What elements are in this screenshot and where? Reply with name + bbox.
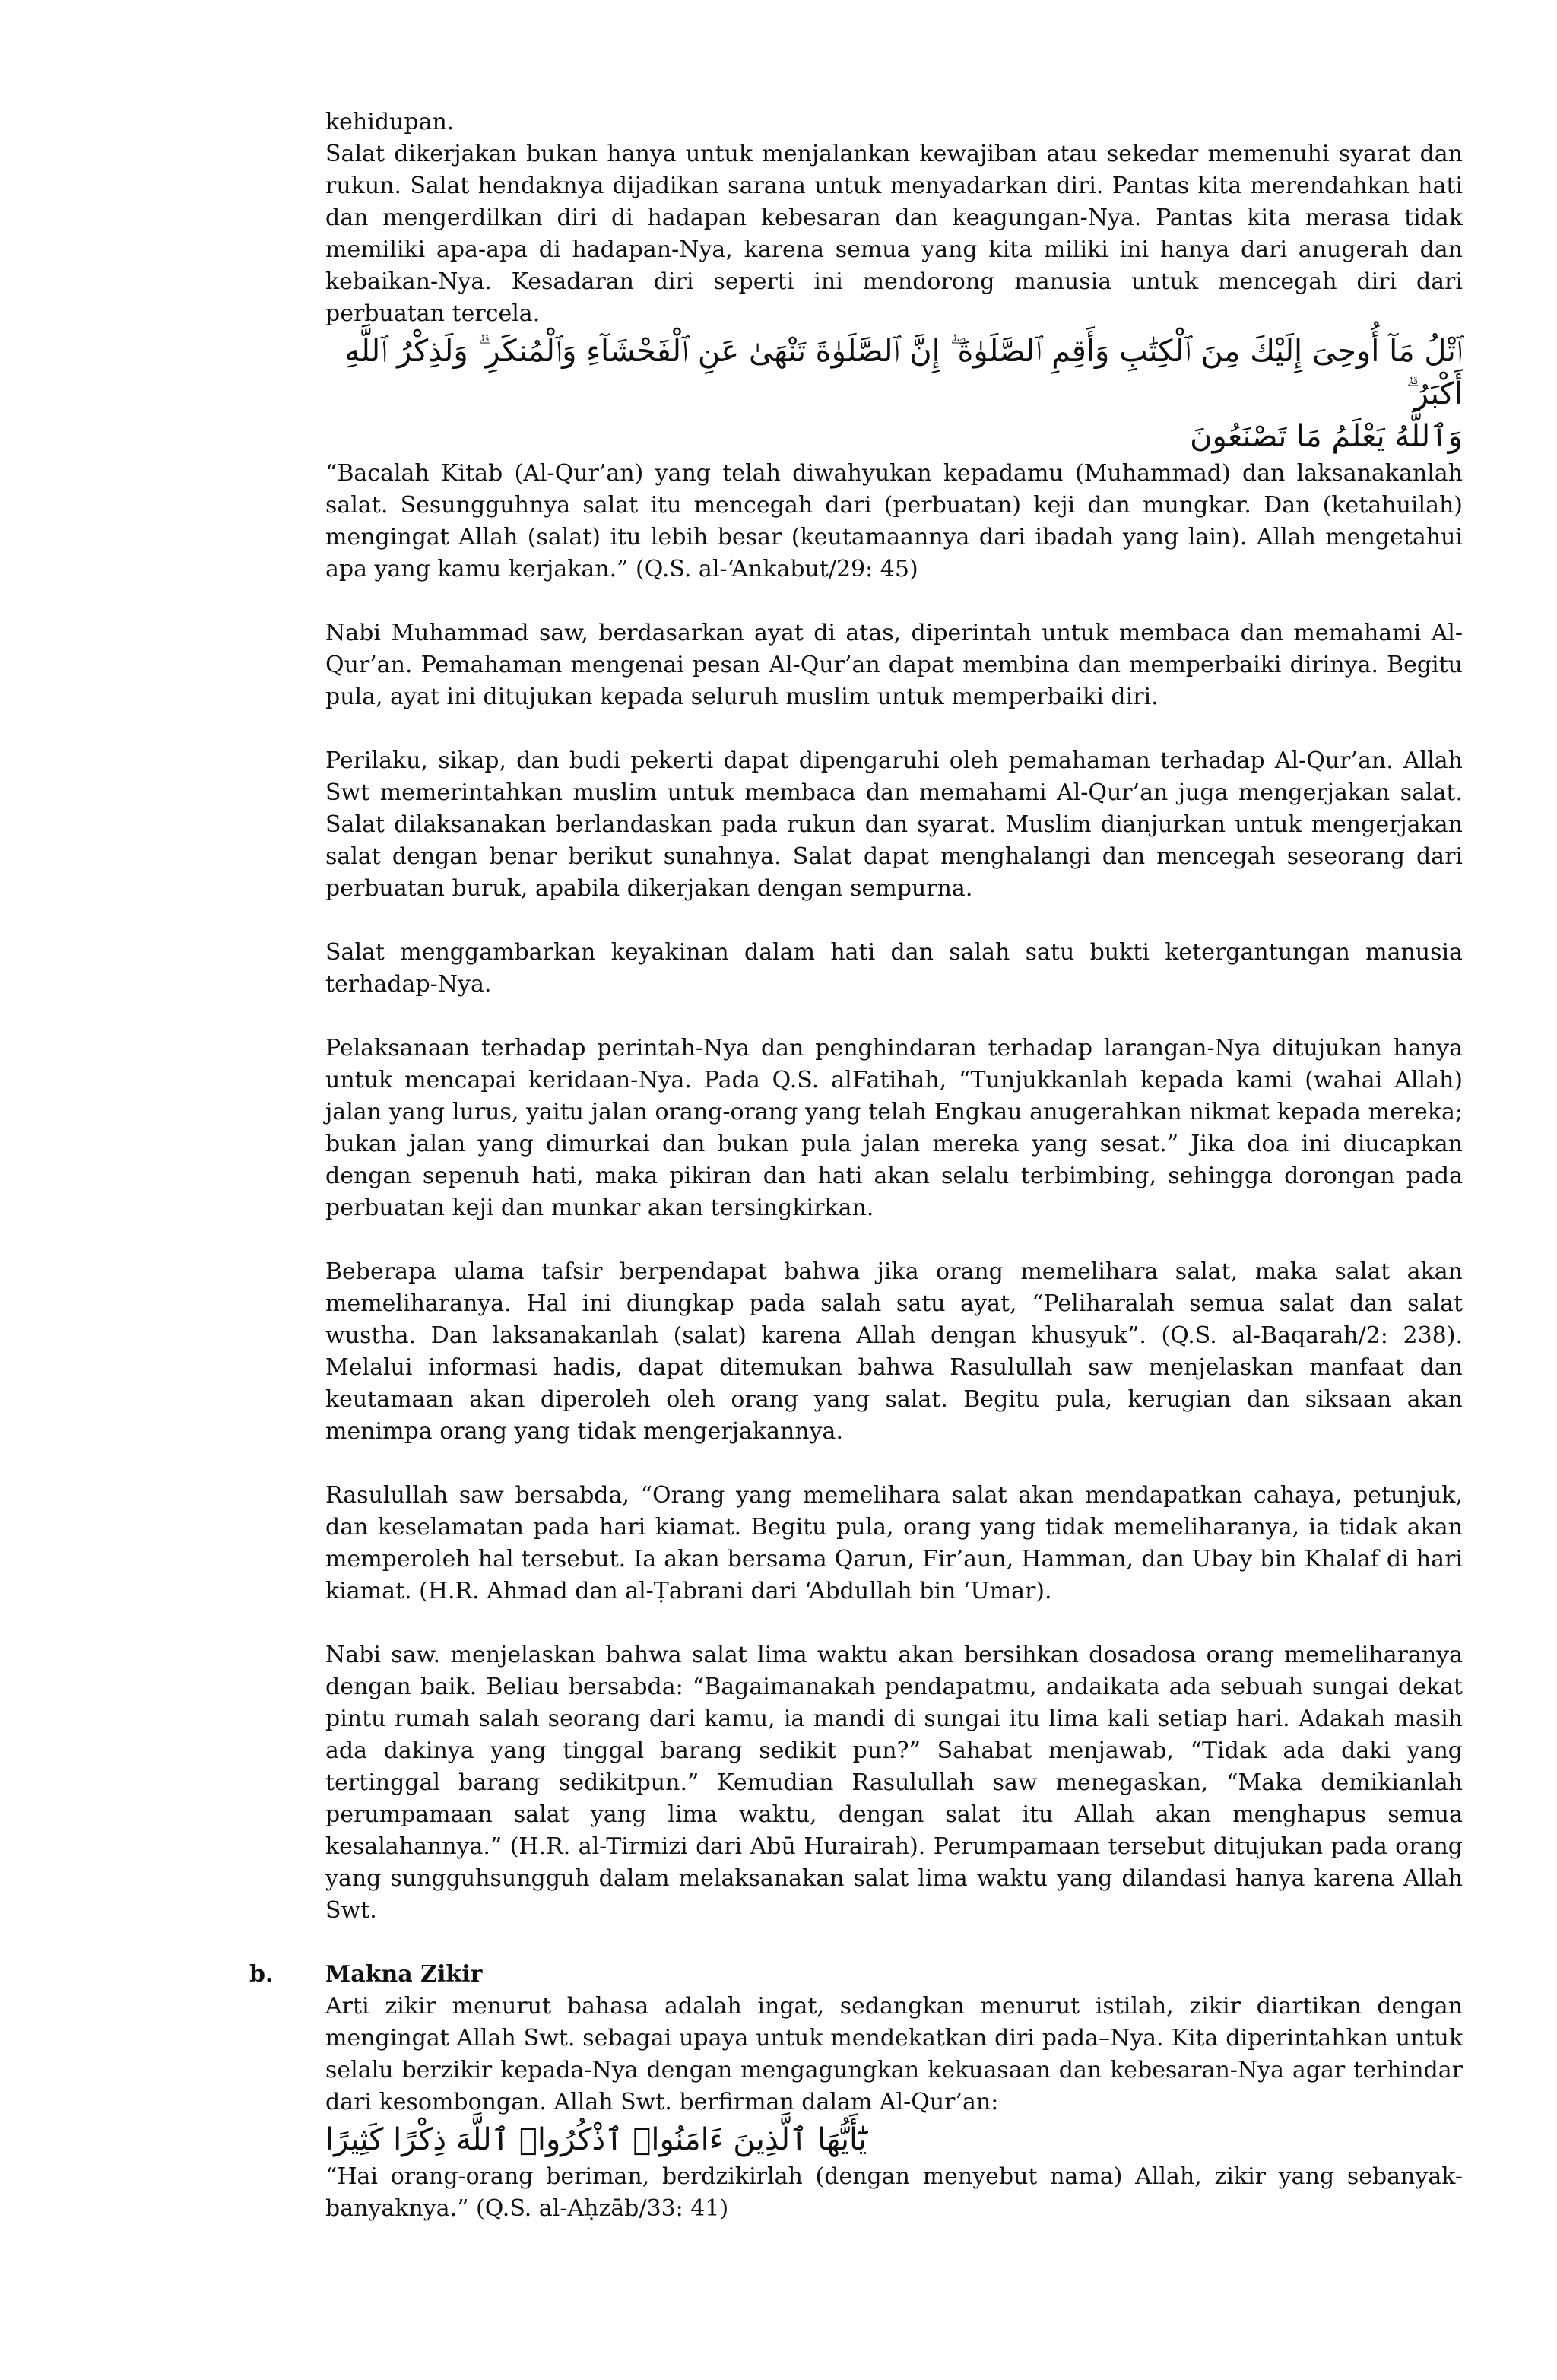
- paragraph-ulama-tafsir: Beberapa ulama tafsir berpendapat bahwa jika orang memelihara salat, maka salat akan memeliharanya. Hal ini diungkap pada salah satu ayat, “Peliharalah semua salat dan salat wustha. Dan laksanakanlah (salat) karena Allah dengan khusyuk”. (Q.S. al-Baqarah/2: 238). Melalui informasi hadis, dapat ditemukan bahwa Rasulullah saw menjelaskan manfaat dan keutamaan akan diperoleh oleh orang yang salat. Begitu pula, kerugian dan siksaan akan menimpa orang yang tidak mengerjakannya.: [325, 1258, 1463, 1445]
- section-letter: b.: [249, 1961, 274, 1988]
- paragraph-pelaksanaan: Pelaksanaan terhadap perintah-Nya dan penghindaran terhadap larangan-Nya ditujukan hanya untuk mencapai keridaan-Nya. Pada Q.S. alFatihah, “Tunjukkanlah kepada kami (wahai Allah) jalan yang lurus, yaitu jalan orang-orang yang telah Engkau anugerahkan nikmat kepada mereka; bukan jalan yang dimurkai dan bukan pula jalan mereka yang sesat.” Jika doa ini diucapkan dengan sepenuh hati, maka pikiran dan hati akan selalu terbimbing, sehingga dorongan pada perbuatan keji dan munkar akan tersingkirkan.: [325, 1035, 1463, 1221]
- paragraph-intro-end: kehidupan.: [325, 109, 455, 135]
- section-makna-zikir: [249, 1959, 1463, 2225]
- document-body: [249, 106, 1463, 2225]
- paragraph-salat-lima-waktu: Nabi saw. menjelaskan bahwa salat lima waktu akan bersihkan dosadosa orang memeliharanya dengan baik. Beliau bersabda: “Bagaimanakah pendapatmu, andaikata ada sebuah sungai dekat pintu rumah salah seorang dari kamu, ia mandi di sungai itu lima kali setiap hari. Adakah masih ada dakinya yang tinggal barang sedikit pun?” Sahabat menjawab, “Tidak ada daki yang tertinggal barang sedikitpun.” Kemudian Rasulullah saw menegaskan, “Maka demikianlah perumpamaan salat yang lima waktu, dengan salat itu Allah akan menghapus semua kesalahannya.” (H.R. al-Tirmizi dari Abū Hurairah). Perumpamaan tersebut ditujukan pada orang yang sungguhsungguh dalam melaksanakan salat lima waktu yang dilandasi hanya karena Allah Swt.: [325, 1642, 1463, 1924]
- paragraph-zikir-definition: Arti zikir menurut bahasa adalah ingat, sedangkan menurut istilah, zikir diartikan dengan mengingat Allah Swt. sebagai upaya untuk mendekatkan diri pada–Nya. Kita diperintahkan untuk selalu berzikir kepada-Nya dengan mengagungkan kekuasaan dan kebesaran-Nya agar terhindar dari kesombongan. Allah Swt. berfirman dalam Al-Qur’an:: [325, 1993, 1463, 2115]
- verse-ahzab-arabic: يَٰٓأَيُّهَا ٱلَّذِينَ ءَامَنُوا۟ ٱذْكُرُوا۟ ٱللَّهَ ذِكْرًا كَثِيرًا: [325, 2122, 867, 2157]
- paragraph-salat-sarana: Salat dikerjakan bukan hanya untuk menjalankan kewajiban atau sekedar memenuhi syarat dan rukun. Salat hendaknya dijadikan sarana untuk menyadarkan diri. Pantas kita merendahkan hati dan mengerdilkan diri di hadapan kebesaran dan keagungan-Nya. Pantas kita merasa tidak memiliki apa-apa di hadapan-Nya, karena semua yang kita miliki ini hanya dari anugerah dan kebaikan-Nya. Kesadaran diri seperti ini mendorong manusia untuk mencegah diri dari perbuatan tercela.: [325, 141, 1463, 327]
- verse-ahzab-translation: “Hai orang-orang beriman, berdzikirlah (dengan menyebut nama) Allah, zikir yang sebanyak-banyaknya.” (Q.S. al-Aḥzāb/33: 41): [325, 2163, 1463, 2222]
- section-heading: [249, 1959, 1463, 1991]
- paragraph-keyakinan: Salat menggambarkan keyakinan dalam hati dan salah satu bukti ketergantungan manusia terhadap-Nya.: [325, 939, 1463, 998]
- verse-ankabut-translation: “Bacalah Kitab (Al-Qur’an) yang telah diwahyukan kepadamu (Muhammad) dan laksanakanlah salat. Sesungguhnya salat itu mencegah dari (perbuatan) keji dan mungkar. Dan (ketahuilah) mengingat Allah (salat) itu lebih besar (keutamaannya dari ibadah yang lain). Allah mengetahui apa yang kamu kerjakan.” (Q.S. al-‘Ankabut/29: 45): [325, 460, 1463, 582]
- verse-ankabut-arabic-line-1: ٱتْلُ مَآ أُوحِىَ إِلَيْكَ مِنَ ٱلْكِتَٰبِ وَأَقِمِ ٱلصَّلَوٰةَ ۖ إِنَّ ٱلصَّلَوٰةَ تَنْهَىٰ عَنِ ٱلْفَحْشَآءِ وَٱلْمُنكَرِ ۗ وَلَذِكْرُ ٱللَّهِ أَكْبَرُ ۗ: [344, 334, 1463, 411]
- paragraph-nabi-membaca: Nabi Muhammad saw, berdasarkan ayat di atas, diperintah untuk membaca dan memahami Al-Qur’an. Pemahaman mengenai pesan Al-Qur’an dapat membina dan memperbaiki dirinya. Begitu pula, ayat ini ditujukan kepada seluruh muslim untuk memperbaiki diri.: [325, 620, 1463, 710]
- section-content: [325, 1991, 1463, 2225]
- paragraph-rasulullah-bersabda: Rasulullah saw bersabda, “Orang yang memelihara salat akan mendapatkan cahaya, petunjuk, dan keselamatan pada hari kiamat. Begitu pula, orang yang tidak memeliharanya, ia tidak akan memperoleh hal tersebut. Ia akan bersama Qarun, Fir’aun, Hamman, dan Ubay bin Khalaf di hari kiamat. (H.R. Ahmad dan al-Ṭabrani dari ‘Abdullah bin ‘Umar).: [325, 1482, 1463, 1604]
- paragraph-perilaku: Perilaku, sikap, dan budi pekerti dapat dipengaruhi oleh pemahaman terhadap Al-Qur’an. Allah Swt memerintahkan muslim untuk membaca dan memahami Al-Qur’an juga mengerjakan salat. Salat dilaksanakan berlandaskan pada rukun dan syarat. Muslim dianjurkan untuk mengerjakan salat dengan benar berikut sunahnya. Salat dapat menghalangi dan mencegah seseorang dari perbuatan buruk, apabila dikerjakan dengan sempurna.: [325, 747, 1463, 902]
- verse-ankabut-arabic-line-2: وَٱللَّهُ يَعْلَمُ مَا تَصْنَعُونَ: [1190, 419, 1463, 454]
- section-title: Makna Zikir: [325, 1961, 483, 1988]
